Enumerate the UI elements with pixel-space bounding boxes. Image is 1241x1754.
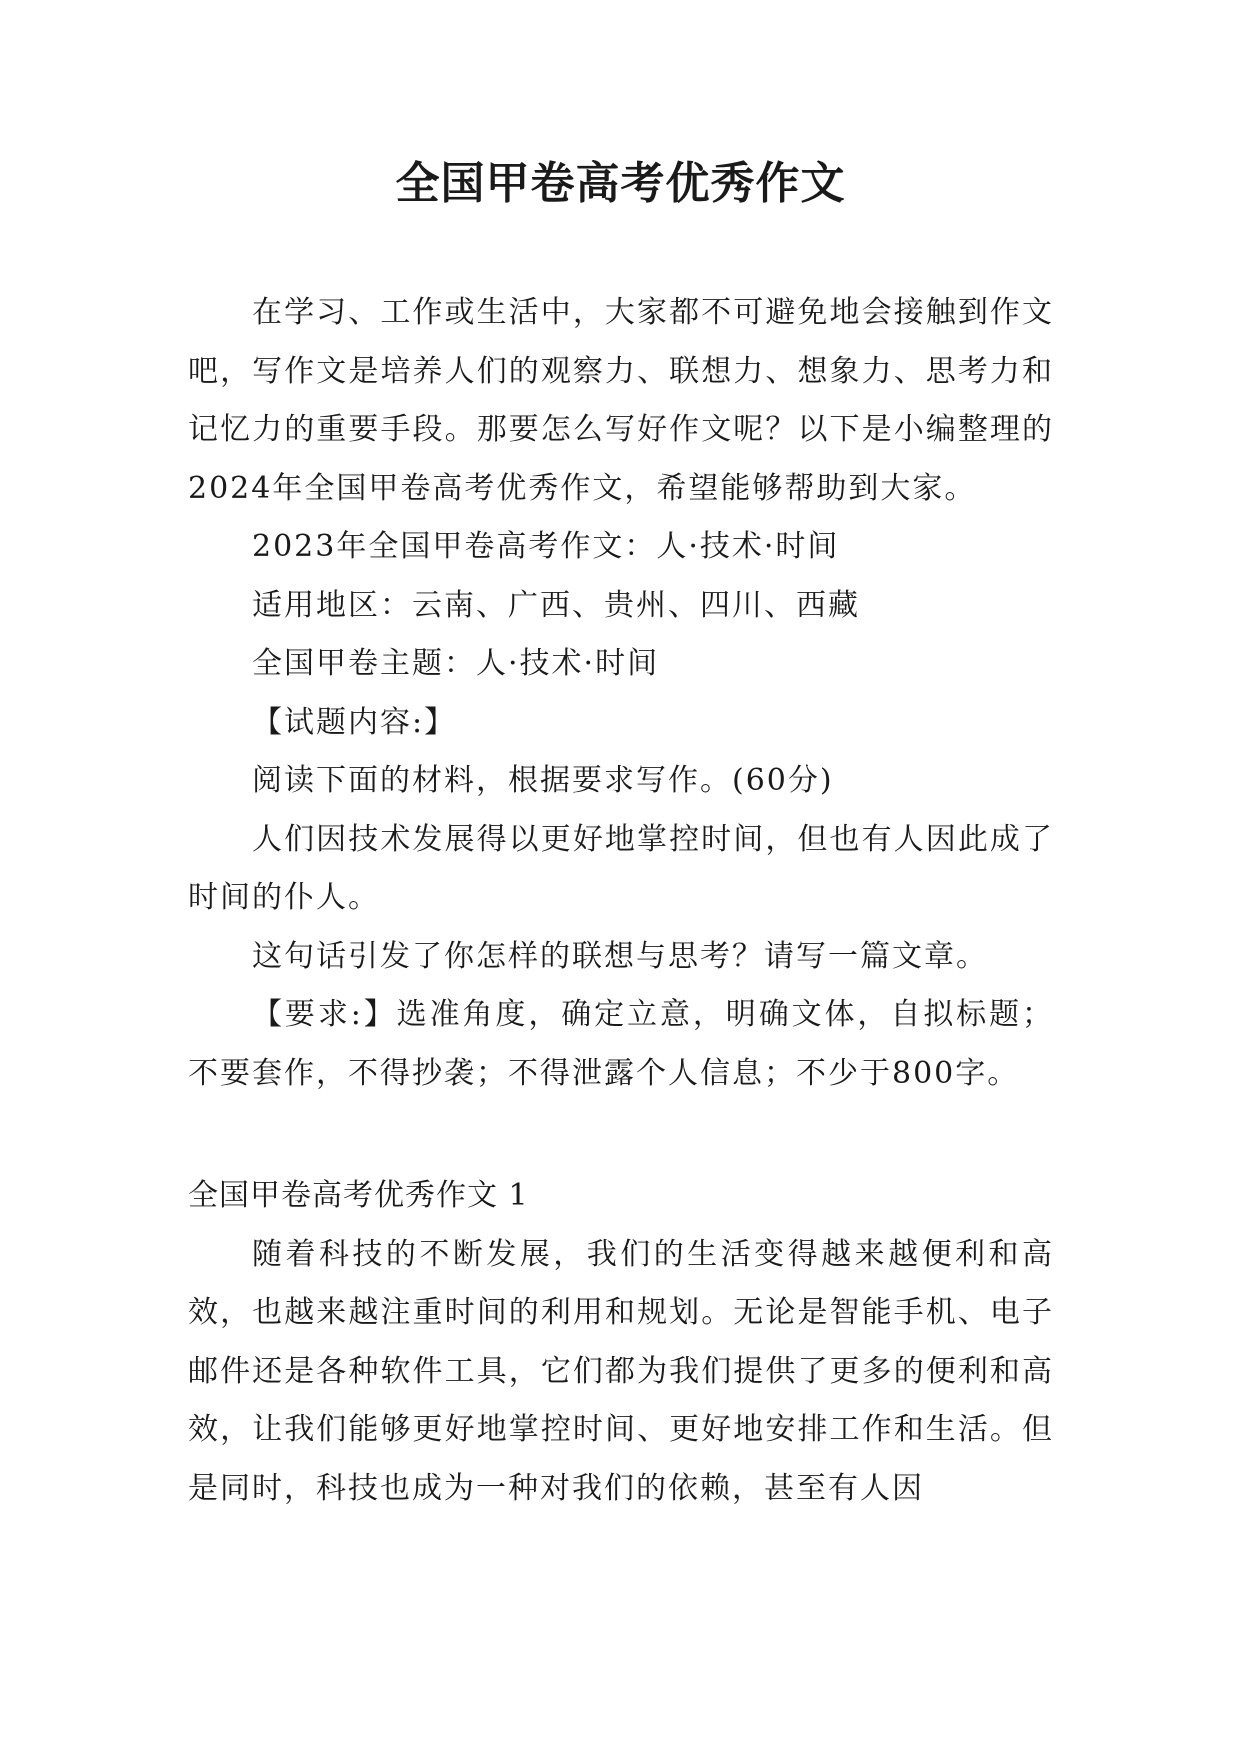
requirements-paragraph: 【要求:】选准角度，确定立意，明确文体，自拟标题；不要套作，不得抄袭；不得泄露个人信息；不少于800字。 xyxy=(188,997,1054,1091)
document-body xyxy=(188,284,1054,1518)
question-heading: 【试题内容:】 xyxy=(252,704,457,740)
region-line: 适用地区：云南、广西、贵州、四川、西藏 xyxy=(252,587,860,623)
document-title: 全国甲卷高考优秀作文 xyxy=(395,158,846,209)
prompt-line: 这句话引发了你怎样的联想与思考？请写一篇文章。 xyxy=(252,938,988,974)
essay-paragraph: 随着科技的不断发展，我们的生活变得越来越便利和高效，也越来越注重时间的利用和规划。无论是智能手机、电子邮件还是各种软件工具，它们都为我们提供了更多的便利和高效，让我们能够更好地掌控时间、更好地安排工作和生活。但是同时，科技也成为一种对我们的依赖，甚至有人因 xyxy=(188,1236,1054,1506)
theme-line: 全国甲卷主题：人·技术·时间 xyxy=(252,646,660,681)
topic-line: 2023年全国甲卷高考作文：人·技术·时间 xyxy=(252,529,840,564)
instruction-line: 阅读下面的材料，根据要求写作。(60分) xyxy=(252,763,834,798)
essay-heading: 全国甲卷高考优秀作文 1 xyxy=(188,1178,529,1213)
material-paragraph: 人们因技术发展得以更好地掌控时间，但也有人因此成了时间的仆人。 xyxy=(188,821,1054,915)
intro-paragraph: 在学习、工作或生活中，大家都不可避免地会接触到作文吧，写作文是培养人们的观察力、联想力、想象力、思考力和记忆力的重要手段。那要怎么写好作文呢？以下是小编整理的2024年全国甲卷高考优秀作文，希望能够帮助到大家。 xyxy=(188,295,1054,506)
